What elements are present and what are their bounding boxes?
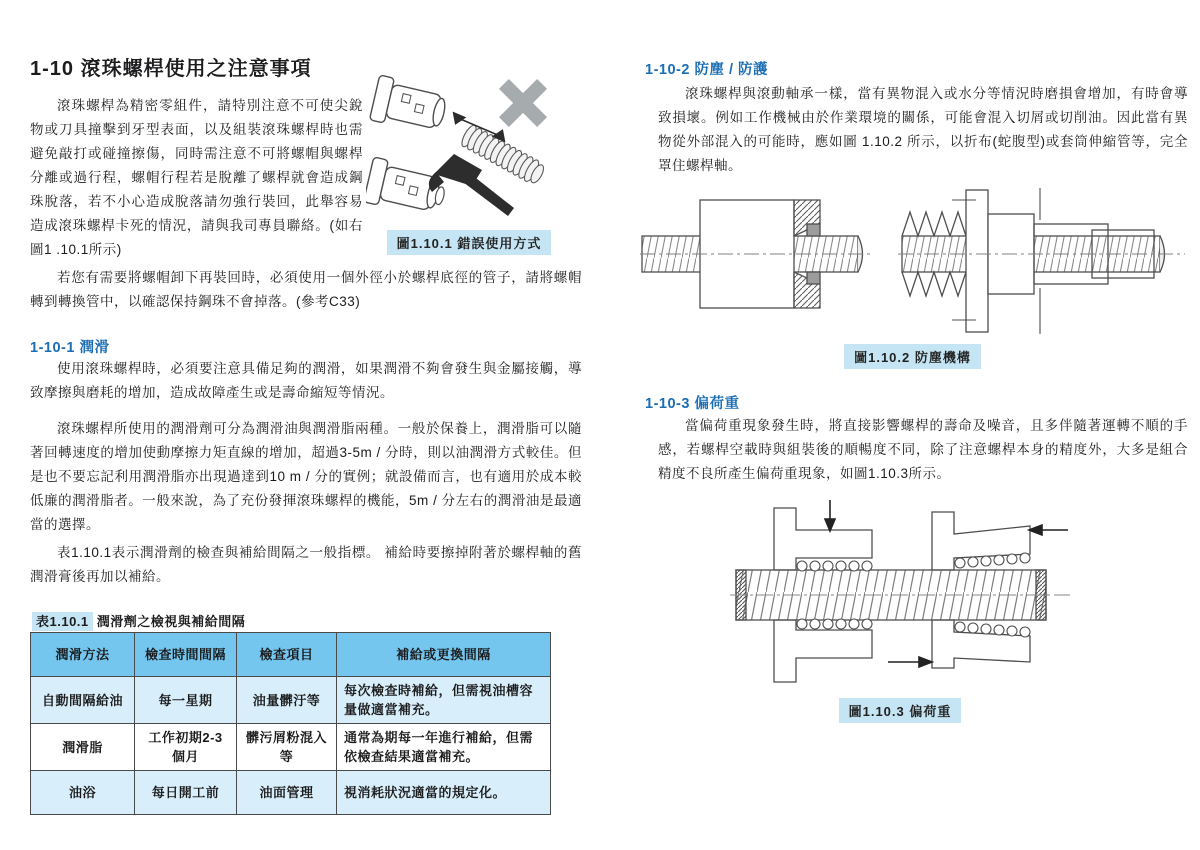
table-cell: 工作初期2-3個月 [135,724,237,771]
table-caption [32,611,245,630]
section-heading-dustproof: 1-10-2 防塵 / 防護 [645,62,769,78]
table-row [31,724,551,771]
table-cell: 潤滑脂 [31,724,135,771]
figure-1-10-2 [640,186,1185,369]
figure-1-10-3 [730,500,1070,723]
figure-caption [730,698,1070,723]
reinstall-paragraph: 若您有需要將螺帽卸下再裝回時，必須使用一個外徑小於螺桿底徑的管子，請將螺帽轉到轉換管中，以確認保持鋼珠不會掉落。(參考C33) [30,270,582,309]
figure-1-10-2-caption: 圖1.10.2 防塵機構 [844,344,981,369]
figure-1-10-1-caption: 圖1.10.1 錯誤使用方式 [387,230,552,255]
ball-nut-icon [369,75,449,136]
col-header: 潤滑方法 [31,633,135,677]
x-mark-icon [499,79,547,127]
table-cell: 油浴 [31,771,135,815]
section-heading-lubrication: 1-10-1 潤滑 [30,340,110,356]
table-row [31,677,551,724]
table-cell: 每次檢查時補給，但需視油槽容量做適當補充。 [337,677,551,724]
table-cell: 自動間隔給油 [31,677,135,724]
figure-caption [366,230,572,255]
table-row [31,771,551,815]
figure-1-10-2-illustration [640,186,1185,336]
col-header: 檢查時間間隔 [135,633,237,677]
dustproof-paragraph: 滾珠螺桿與滾動軸承一樣，當有異物混入或水分等情況時磨損會增加，有時會導致損壞。例如工作機械由於作業環境的關係，可能會混入切屑或切削油。因此當有異物從外部混入的可能時，應如圖 1.10.2 所示，以折布(蛇腹型)或套筒伸縮管等，完全罩住螺桿軸。 [658,86,1188,173]
screw-shaft [736,570,1046,620]
figure-1-10-1-illustration [366,66,572,224]
table-cell: 每日開工前 [135,771,237,815]
lubrication-paragraph-3: 表1.10.1表示潤滑劑的檢查與補給間隔之一般指標。 補給時要擦掉附著於螺桿軸的舊潤滑膏後再加以補給。 [30,545,582,584]
page-title: 1-10 滾珠螺桿使用之注意事項 [30,58,312,80]
lubrication-paragraph-1: 使用滾珠螺桿時，必須要注意具備足夠的潤滑，如果潤滑不夠會發生與金屬接觸，導致摩擦與磨耗的增加，造成故障產生或是壽命縮短等情況。 [30,361,582,400]
table-cell: 油量髒汙等 [237,677,337,724]
table-caption-tag: 表1.10.1 [32,612,93,631]
table-cell: 每一星期 [135,677,237,724]
figure-1-10-3-illustration [730,500,1070,692]
col-header: 檢查項目 [237,633,337,677]
lubrication-paragraph-2: 滾珠螺桿所使用的潤滑劑可分為潤滑油與潤滑脂兩種。一般於保養上，潤滑脂可以隨著回轉速度的增加使動摩擦力矩直線的增加，超過3-5m / 分時，則以油潤滑方式較佳。但是也不要忘記利用潤滑脂亦出現過達到10 m / 分的實例；就設備而言，也有適用於成本較低廉的潤滑脂者。一般來說，為了充份發揮滾珠螺桿的機能，5m / 分左右的潤滑油是最適當的選擇。 [30,421,582,532]
figure-caption [640,344,1185,369]
table-cell: 髒污屑粉混入等 [237,724,337,771]
offset-load-paragraph: 當偏荷重現象發生時，將直接影響螺桿的壽命及噪音，且多伴隨著運轉不順的手感，若螺桿空載時與組裝後的順暢度不同，除了注意螺桿本身的精度外，大多是組合精度不良所產生偏荷重現象，如圖1.10.3所示。 [658,418,1188,481]
intro-paragraph: 滾珠螺桿為精密零組件，請特別注意不可使尖銳物或刀具撞擊到牙型表面，以及組裝滾珠螺桿時也需避免敲打或碰撞擦傷，同時需注意不可將螺帽與螺桿分離或過行程，螺帽行程若是脫離了螺桿就會造成鋼珠脫落，若不小心造成脫落請勿強行裝回，此舉容易造成滾珠螺桿卡死的情況，請與我司專員聯絡。(如右 圖1 .10.1所示) [30,98,363,257]
lubrication-table [30,632,551,815]
figure-1-10-1 [366,66,572,255]
section-heading-offset-load: 1-10-3 偏荷重 [645,396,740,412]
col-header: 補給或更換間隔 [337,633,551,677]
table-cell: 視消耗狀況適當的規定化。 [337,771,551,815]
table-cell: 通常為期每一年進行補給，但需依檢查結果適當補充。 [337,724,551,771]
table-header-row [31,633,551,677]
table-caption-text: 潤滑劑之檢視與補給間隔 [96,614,246,629]
figure-1-10-3-caption: 圖1.10.3 偏荷重 [839,698,962,723]
table-cell: 油面管理 [237,771,337,815]
bellows-cover-assembly [902,188,1165,334]
